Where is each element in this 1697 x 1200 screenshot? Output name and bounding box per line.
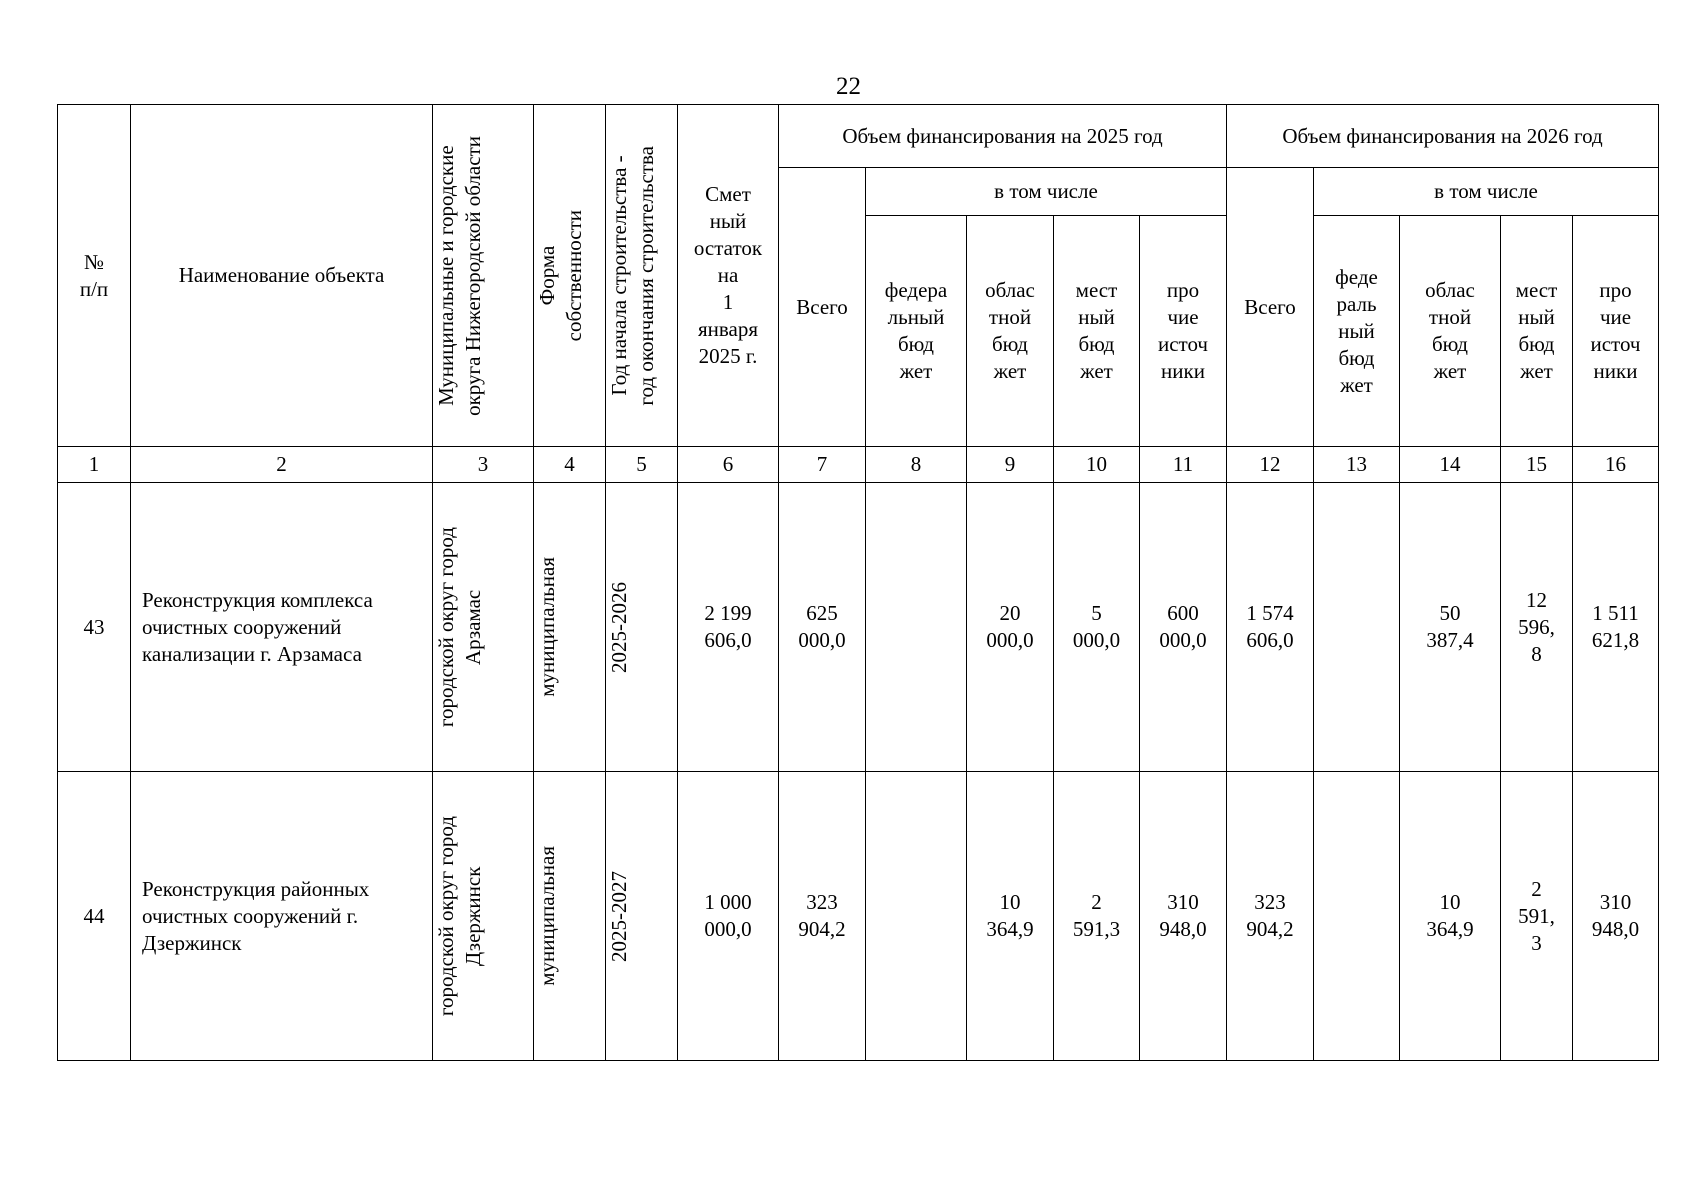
object-name: Реконструкция районных очистных сооружений г. Дзержинск [131,772,433,1061]
regional-2025: 10 364,9 [967,772,1054,1061]
column-number: 2 [131,447,433,483]
federal-2026 [1314,772,1400,1061]
header-col-estimate: Смет ный остаток на 1 января 2025 г. [678,105,779,447]
local-2025: 2 591,3 [1054,772,1140,1061]
column-number: 1 [58,447,131,483]
estimate-remainder: 1 000 000,0 [678,772,779,1061]
header-regional-2026: облас тной бюд жет [1400,216,1501,447]
header-col-years: Год начала строительства - год окончания строительства [606,105,678,447]
header-row-1 [58,105,1659,168]
other-2025: 600 000,0 [1140,483,1227,772]
page-number: 22 [836,73,861,100]
total-2026: 323 904,2 [1227,772,1314,1061]
row-number: 43 [58,483,131,772]
local-2026: 2 591, 3 [1501,772,1573,1061]
header-local-2026: мест ный бюд жет [1501,216,1573,447]
table-row [58,772,1659,1061]
column-number: 15 [1501,447,1573,483]
header-other-2025: про чие источ ники [1140,216,1227,447]
object-name: Реконструкция комплекса очистных сооружений канализации г. Арзамаса [131,483,433,772]
header-total-2025: Всего [779,168,866,447]
header-subgroup-2025: в том числе [866,168,1227,216]
column-number: 7 [779,447,866,483]
column-number: 14 [1400,447,1501,483]
federal-2026 [1314,483,1400,772]
header-col-name: Наименование объекта [131,105,433,447]
other-2025: 310 948,0 [1140,772,1227,1061]
row-number: 44 [58,772,131,1061]
column-number: 4 [534,447,606,483]
table-row [58,483,1659,772]
municipality: городской округ город Арзамас [433,483,534,772]
header-regional-2025: облас тной бюд жет [967,216,1054,447]
header-federal-2026: феде раль ный бюд жет [1314,216,1400,447]
column-number: 6 [678,447,779,483]
header-local-2025: мест ный бюд жет [1054,216,1140,447]
column-number: 12 [1227,447,1314,483]
financing-table [57,104,1659,1061]
total-2025: 625 000,0 [779,483,866,772]
other-2026: 310 948,0 [1573,772,1659,1061]
regional-2025: 20 000,0 [967,483,1054,772]
ownership: муниципальная [534,483,606,772]
municipality: городской округ город Дзержинск [433,772,534,1061]
other-2026: 1 511 621,8 [1573,483,1659,772]
regional-2026: 10 364,9 [1400,772,1501,1061]
federal-2025 [866,483,967,772]
construction-years: 2025-2027 [606,772,678,1061]
local-2026: 12 596, 8 [1501,483,1573,772]
column-number: 3 [433,447,534,483]
estimate-remainder: 2 199 606,0 [678,483,779,772]
construction-years: 2025-2026 [606,483,678,772]
header-subgroup-2026: в том числе [1314,168,1659,216]
header-federal-2025: федера льный бюд жет [866,216,967,447]
column-number: 5 [606,447,678,483]
column-number-row [58,447,1659,483]
ownership: муниципальная [534,772,606,1061]
header-col-ownership: Форма собственности [534,105,606,447]
header-total-2026: Всего [1227,168,1314,447]
column-number: 8 [866,447,967,483]
column-number: 10 [1054,447,1140,483]
column-number: 13 [1314,447,1400,483]
federal-2025 [866,772,967,1061]
regional-2026: 50 387,4 [1400,483,1501,772]
header-col-municipality: Муниципальные и городские округа Нижегородской области [433,105,534,447]
header-group-2026: Объем финансирования на 2026 год [1227,105,1659,168]
total-2026: 1 574 606,0 [1227,483,1314,772]
local-2025: 5 000,0 [1054,483,1140,772]
header-group-2025: Объем финансирования на 2025 год [779,105,1227,168]
total-2025: 323 904,2 [779,772,866,1061]
column-number: 9 [967,447,1054,483]
header-col-number: № п/п [58,105,131,447]
column-number: 16 [1573,447,1659,483]
header-other-2026: про чие источ ники [1573,216,1659,447]
column-number: 11 [1140,447,1227,483]
